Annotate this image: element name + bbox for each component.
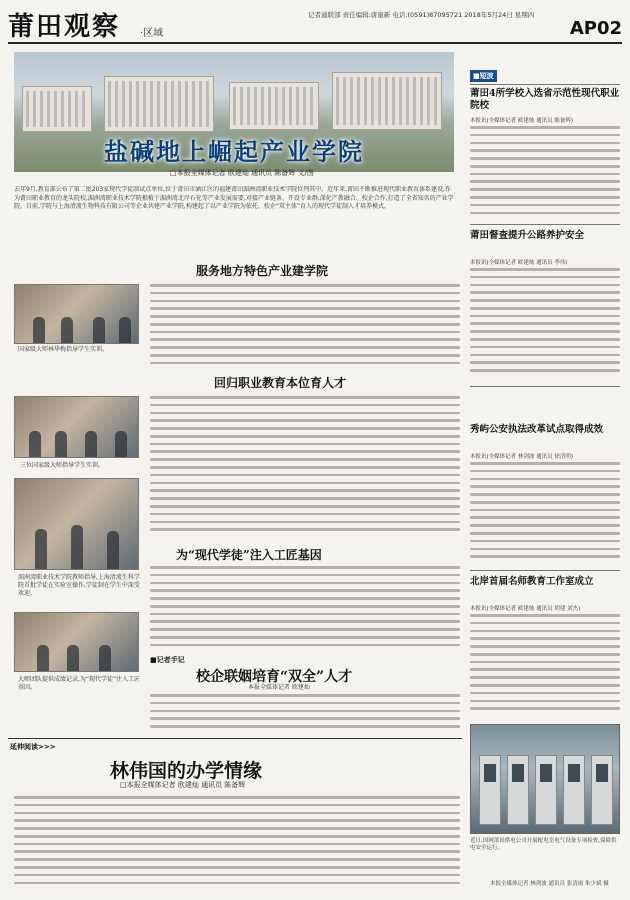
right-divider bbox=[470, 386, 620, 387]
section-heading-3: 为“现代学徒”注入工匠基因 bbox=[176, 548, 322, 562]
bottom-article-text bbox=[14, 796, 460, 894]
brief-text-4 bbox=[470, 614, 620, 714]
photo-caption-2: 三位国家级大师指导学生实训。 bbox=[20, 462, 105, 469]
section-heading-4: 校企联姻培育“双全”人才 bbox=[196, 669, 353, 685]
right-divider bbox=[470, 84, 620, 85]
article-text-2 bbox=[150, 396, 460, 536]
headline: 盐碱地上崛起产业学院 bbox=[104, 137, 364, 166]
bottom-byline: □本报全媒体记者 欧建灿 通讯员 陈备辉 bbox=[120, 781, 246, 789]
brief-byline-3: 本报讯(全媒体记者 林剑波 通讯员 徐清明) bbox=[470, 454, 574, 460]
article-text-3 bbox=[150, 566, 460, 650]
paper-section-subtitle: ·区域 bbox=[140, 28, 164, 39]
bottom-headline: 林伟国的办学情缘 bbox=[110, 760, 263, 782]
masthead bbox=[8, 4, 622, 44]
brief-headline-4: 北岸首届名师教育工作室成立 bbox=[470, 576, 594, 587]
headline-byline: □本报全媒体记者 欧建灿 通讯员 陈备辉 文/图 bbox=[170, 169, 314, 177]
brief-byline-2: 本报讯(全媒体记者 欧建灿 通讯员 李伟) bbox=[470, 260, 568, 266]
power-equipment-photo bbox=[470, 724, 620, 834]
photo-caption-4: 大师团队提供成绩记录,为“现代学徒”注入工匠基因。 bbox=[18, 676, 141, 691]
brief-headline-1: 莆田4所学校入选省示范性现代职业院校 bbox=[470, 88, 620, 111]
photo-master-team bbox=[14, 612, 139, 672]
brief-text-1 bbox=[470, 126, 620, 222]
section-heading-2: 回归职业教育本位育人才 bbox=[214, 376, 347, 390]
power-photo-byline: 本报全媒体记者 林剑波 通讯员 张清雨 朱少斌 摄 bbox=[490, 881, 609, 887]
extended-reading-label: 延伸阅读>>> bbox=[10, 743, 56, 751]
brief-headline-2: 莆田督查提升公路养护安全 bbox=[470, 230, 585, 241]
masthead-divider bbox=[8, 42, 622, 44]
right-divider bbox=[470, 224, 620, 225]
paper-section-title: 莆田观察 bbox=[8, 12, 121, 42]
right-divider bbox=[470, 570, 620, 571]
photo-training-2 bbox=[14, 396, 139, 458]
brief-byline-1: 本报讯(全媒体记者 欧建灿 通讯员 陈备辉) bbox=[470, 118, 574, 124]
section-4-byline: 本报全媒体记者 欧建灿 bbox=[248, 684, 310, 691]
power-photo-caption: 近日,国网莆田供电公司开展配电室电气设备专项检查,保障供电安全运行。 bbox=[470, 838, 617, 851]
brief-headline-3: 秀屿公安执法改革试点取得成效 bbox=[470, 424, 604, 435]
brief-byline-4: 本报讯(全媒体记者 欧建灿 通讯员 胡建 刘杰) bbox=[470, 606, 581, 612]
lead-paragraph: 去年9月,教育部公布了第二批203家现代学徒制试点单位,位于莆田市涵江区的福建莆田湄洲湾职业技术学院位列其中。近年来,莆田不断推进现代职业教育体系建设,作为莆田职业教育的龙头院校,湄洲湾职业技术学院根植于湄洲湾北岸石化等产业发展需要,对接产业链条、开设专业群,深化产教融合、校企合作,打造了全省知名的产业学院。目前,学院与上海清流生物科技有限公司等企业共建产业学院,构建起了以产业学院为依托、校企“双主体”育人的现代学徒制人才培养模式。 bbox=[14, 186, 454, 210]
page-number: AP02 bbox=[569, 18, 622, 39]
article-text-4 bbox=[150, 694, 460, 734]
photo-caption-3: 湄洲湾职业技术学院教师指导,上海清流生科学院首批学徒在实验室操作,学徒制在学生中深受欢迎。 bbox=[18, 574, 140, 597]
brief-text-3 bbox=[470, 462, 620, 562]
photo-caption-1: 国家级大师林华梅指导学生实训。 bbox=[18, 346, 109, 353]
brief-news-tag: ■短波 bbox=[470, 70, 497, 82]
photo-lab bbox=[14, 478, 139, 570]
article-text-1 bbox=[150, 284, 460, 366]
photo-training-1 bbox=[14, 284, 139, 344]
bottom-divider bbox=[8, 738, 462, 739]
brief-text-2 bbox=[470, 268, 620, 380]
reporter-notes-tag: ■记者手记 bbox=[150, 656, 185, 664]
masthead-info: 记者通联部 责任编辑:唐崖新 电话:(0591)87095721 2018年5月24日 星期四 bbox=[308, 11, 535, 19]
section-heading-1: 服务地方特色产业建学院 bbox=[196, 264, 329, 278]
